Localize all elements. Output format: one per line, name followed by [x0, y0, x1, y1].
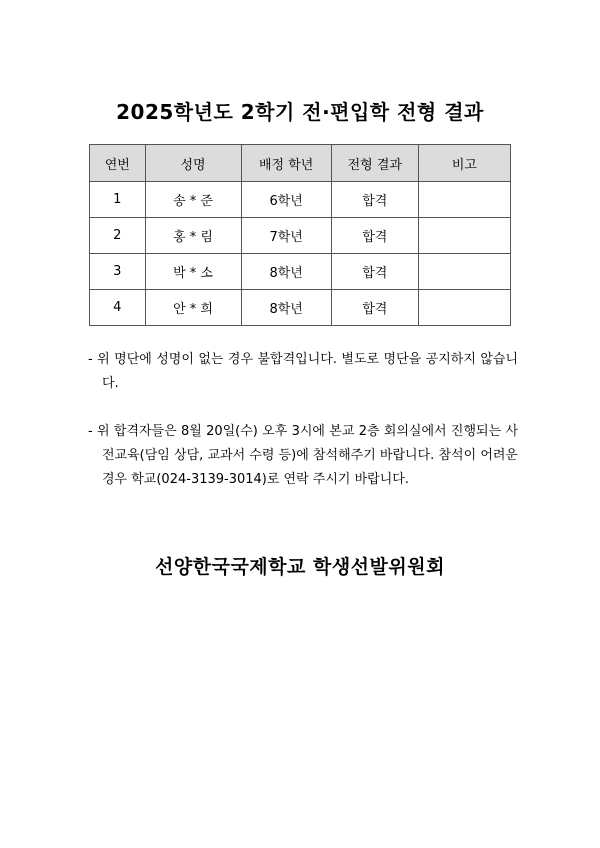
header-result: 전형 결과 [331, 145, 418, 182]
cell-grade: 8학년 [241, 290, 331, 326]
cell-name: 박 * 소 [145, 254, 241, 290]
table-row [90, 182, 511, 218]
header-grade: 배정 학년 [241, 145, 331, 182]
cell-result: 합격 [331, 218, 418, 254]
results-table [89, 144, 511, 326]
cell-no: 2 [90, 218, 146, 254]
cell-note [418, 182, 510, 218]
cell-result: 합격 [331, 182, 418, 218]
cell-note [418, 290, 510, 326]
table-row [90, 254, 511, 290]
table-row [90, 290, 511, 326]
cell-grade: 8학년 [241, 254, 331, 290]
header-name: 성명 [145, 145, 241, 182]
table-row [90, 218, 511, 254]
cell-result: 합격 [331, 290, 418, 326]
page-title: 2025학년도 2학기 전·편입학 전형 결과 [116, 100, 484, 124]
cell-no: 4 [90, 290, 146, 326]
cell-grade: 6학년 [241, 182, 331, 218]
cell-result: 합격 [331, 254, 418, 290]
cell-name: 송 * 준 [145, 182, 241, 218]
cell-no: 3 [90, 254, 146, 290]
table-header-row [90, 145, 511, 182]
notice-orientation: - 위 합격자들은 8월 20일(수) 오후 3시에 본교 2층 회의실에서 진행되는 사전교육(담임 상담, 교과서 수령 등)에 참석해주기 바랍니다. 참석이 어려운 경우 학교(024-3139-3014)로 연락 주시기 바랍니다. [88, 424, 518, 487]
notice-no-listing: - 위 명단에 성명이 없는 경우 불합격입니다. 별도로 명단을 공지하지 않습니다. [88, 352, 518, 391]
cell-no: 1 [90, 182, 146, 218]
header-note: 비고 [418, 145, 510, 182]
header-no: 연번 [90, 145, 146, 182]
cell-name: 홍 * 림 [145, 218, 241, 254]
cell-name: 안 * 희 [145, 290, 241, 326]
cell-note [418, 254, 510, 290]
cell-note [418, 218, 510, 254]
cell-grade: 7학년 [241, 218, 331, 254]
issuer-signature: 선양한국국제학교 학생선발위원회 [155, 556, 445, 578]
